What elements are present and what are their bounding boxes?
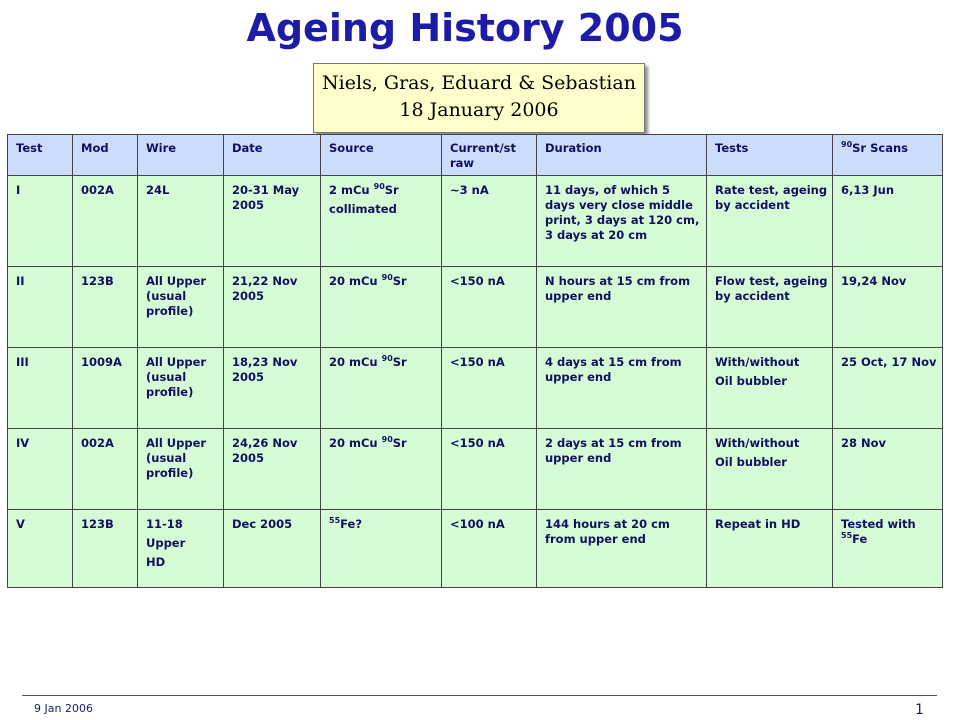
header-scans-label: Sr Scans [852, 141, 908, 155]
tests-line1: With/without [715, 436, 800, 450]
cell-current: ~3 nA [442, 176, 537, 267]
cell-current: <150 nA [442, 267, 537, 348]
cell-source [321, 429, 442, 510]
cell-mod: 002A [73, 429, 138, 510]
cell-current: <100 nA [442, 510, 537, 588]
cell-source [321, 510, 442, 588]
footer-date: 9 Jan 2006 [34, 702, 93, 715]
cell-wire: All Upper (usual profile) [138, 267, 224, 348]
cell-tests: Flow test, ageing by accident [707, 267, 833, 348]
header-test: Test [8, 135, 73, 176]
source-element: Sr [392, 436, 407, 450]
cell-test: V [8, 510, 73, 588]
source-element: Sr [384, 183, 399, 197]
cell-tests [707, 348, 833, 429]
source-isotope: 90 [381, 435, 393, 445]
footer-divider [22, 695, 937, 696]
scans-element: Fe [852, 532, 868, 546]
cell-scans: 25 Oct, 17 Nov [833, 348, 943, 429]
tests-line1: With/without [715, 355, 800, 369]
source-isotope: 90 [381, 354, 393, 364]
source-text: 20 mCu [329, 355, 382, 369]
table-row [8, 348, 943, 429]
source-isotope: 90 [373, 182, 385, 192]
cell-source [321, 176, 442, 267]
source-text: 2 mCu [329, 183, 374, 197]
page-title: Ageing History 2005 [246, 6, 684, 50]
header-duration: Duration [537, 135, 707, 176]
page-number: 1 [915, 702, 924, 718]
wire-line3: HD [146, 555, 166, 569]
cell-tests: Rate test, ageing by accident [707, 176, 833, 267]
header-wire: Wire [138, 135, 224, 176]
source-element: Fe? [340, 517, 363, 531]
authors-names: Niels, Gras, Eduard & Sebastian [322, 72, 636, 94]
tests-line2: Oil bubbler [715, 455, 787, 469]
cell-scans [833, 510, 943, 588]
cell-duration: 11 days, of which 5 days very close middle print, 3 days at 120 cm, 3 days at 20 cm [537, 176, 707, 267]
wire-line1: 11-18 [146, 517, 183, 531]
table-row [8, 267, 943, 348]
cell-tests [707, 429, 833, 510]
tests-line2: Oil bubbler [715, 374, 787, 388]
source-element: Sr [392, 274, 407, 288]
table-row [8, 429, 943, 510]
cell-current: <150 nA [442, 429, 537, 510]
header-row [8, 135, 943, 176]
cell-date: 18,23 Nov 2005 [224, 348, 321, 429]
source-element: Sr [392, 355, 407, 369]
cell-test: II [8, 267, 73, 348]
header-mod: Mod [73, 135, 138, 176]
cell-wire: 24L [138, 176, 224, 267]
cell-mod: 123B [73, 510, 138, 588]
wire-line2: Upper [146, 536, 186, 550]
cell-wire: All Upper (usual profile) [138, 429, 224, 510]
cell-test: I [8, 176, 73, 267]
cell-date: 20-31 May 2005 [224, 176, 321, 267]
header-scans-isotope: 90 [841, 140, 853, 150]
cell-test: IV [8, 429, 73, 510]
cell-scans: 28 Nov [833, 429, 943, 510]
cell-date: Dec 2005 [224, 510, 321, 588]
table-row [8, 176, 943, 267]
authors-date: 18 January 2006 [399, 99, 559, 121]
cell-date: 21,22 Nov 2005 [224, 267, 321, 348]
ageing-history-table [7, 134, 943, 588]
cell-duration: 144 hours at 20 cm from upper end [537, 510, 707, 588]
scans-text: Tested with [841, 517, 916, 531]
cell-duration: 2 days at 15 cm from upper end [537, 429, 707, 510]
cell-tests: Repeat in HD [707, 510, 833, 588]
header-tests: Tests [707, 135, 833, 176]
cell-mod: 002A [73, 176, 138, 267]
cell-mod: 123B [73, 267, 138, 348]
source-isotope: 90 [381, 273, 393, 283]
cell-duration: 4 days at 15 cm from upper end [537, 348, 707, 429]
source-isotope: 55 [329, 516, 341, 526]
header-current: Current/st raw [442, 135, 537, 176]
cell-source [321, 267, 442, 348]
table-row [8, 510, 943, 588]
header-scans [833, 135, 943, 176]
source-text: 20 mCu [329, 274, 382, 288]
cell-wire: All Upper (usual profile) [138, 348, 224, 429]
cell-date: 24,26 Nov 2005 [224, 429, 321, 510]
cell-wire [138, 510, 224, 588]
header-source: Source [321, 135, 442, 176]
cell-mod: 1009A [73, 348, 138, 429]
source-note: collimated [329, 202, 397, 216]
cell-current: <150 nA [442, 348, 537, 429]
cell-duration: N hours at 15 cm from upper end [537, 267, 707, 348]
scans-isotope: 55 [841, 531, 853, 541]
source-text: 20 mCu [329, 436, 382, 450]
header-date: Date [224, 135, 321, 176]
cell-source [321, 348, 442, 429]
cell-scans: 6,13 Jun [833, 176, 943, 267]
cell-test: III [8, 348, 73, 429]
authors-box [313, 63, 645, 133]
cell-scans: 19,24 Nov [833, 267, 943, 348]
